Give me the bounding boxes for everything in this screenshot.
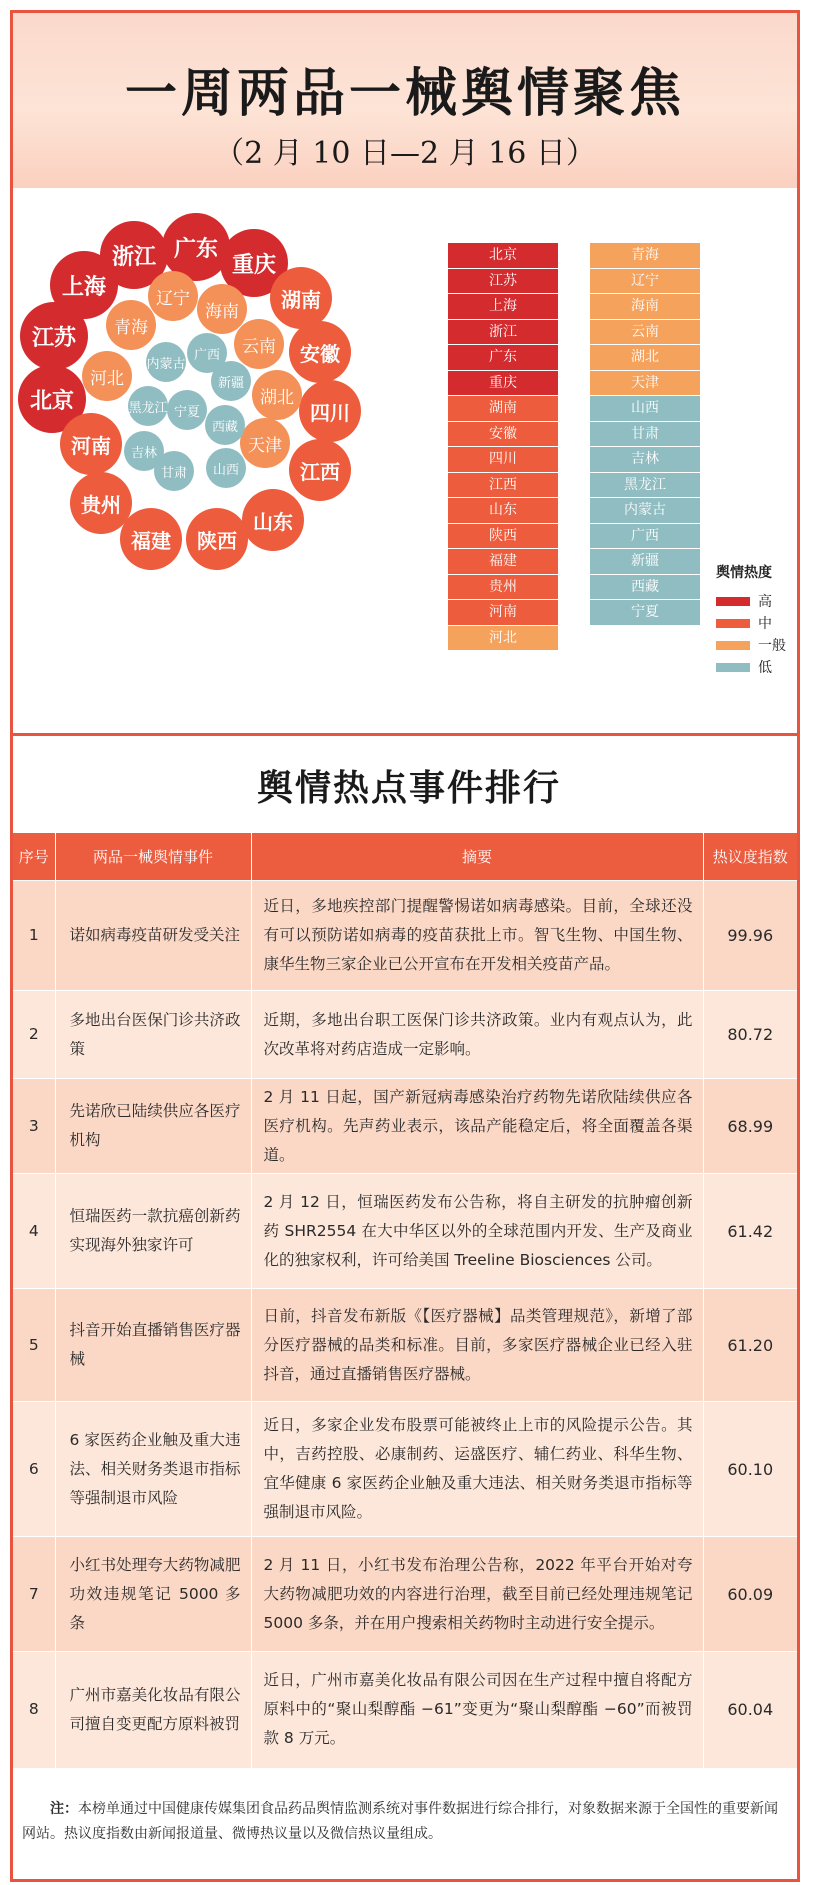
ranking-cell: 天津 (590, 371, 700, 397)
table-header-row (13, 833, 797, 881)
bubble-medium: 江西 (289, 439, 351, 501)
bubble-high: 浙江 (100, 221, 168, 289)
bubble-medium: 安徽 (289, 321, 351, 383)
bubble-high: 广东 (162, 213, 230, 281)
legend-swatch-medium (716, 619, 750, 628)
row-event: 6 家医药企业触及重大违法、相关财务类退市指标等强制退市风险 (55, 1402, 251, 1537)
ranking-cell: 安徽 (448, 422, 558, 448)
ranking-cell: 辽宁 (590, 269, 700, 295)
row-index: 60.04 (703, 1652, 797, 1768)
bubble-general: 湖北 (252, 370, 302, 420)
ranking-cell: 甘肃 (590, 422, 700, 448)
row-event: 诺如病毒疫苗研发受关注 (55, 881, 251, 991)
bubble-low: 广西 (187, 333, 227, 373)
row-summary: 日前，抖音发布新版《【医疗器械】品类管理规范》，新增了部分医疗器械的品类和标准。目前，多家医疗器械企业已经入驻抖音，通过直播销售医疗器械。 (251, 1289, 703, 1402)
footnote-label: 注： (50, 1801, 78, 1817)
bubble-medium: 四川 (299, 380, 361, 442)
bubble-low: 山西 (206, 448, 246, 488)
legend-item (716, 634, 786, 656)
bubble-low: 宁夏 (167, 390, 207, 430)
row-no: 1 (13, 881, 55, 991)
ranking-cell: 湖北 (590, 345, 700, 371)
ranking-cell: 上海 (448, 294, 558, 320)
bubble-medium: 贵州 (70, 472, 132, 534)
bubble-general: 云南 (234, 319, 284, 369)
row-summary: 2 月 12 日，恒瑞医药发布公告称，将自主研发的抗肿瘤创新药 SHR2554 在大中华区以外的全球范围内开发、生产及商业化的独家权利，许可给美国 Treeline Biosciences 公司。 (251, 1174, 703, 1289)
bubble-low: 甘肃 (154, 451, 194, 491)
ranking-cell: 内蒙古 (590, 498, 700, 524)
bubble-general: 海南 (197, 284, 247, 334)
row-index: 61.42 (703, 1174, 797, 1289)
legend-title: 舆情热度 (716, 565, 772, 581)
ranking-cell: 山西 (590, 396, 700, 422)
ranking-cell: 海南 (590, 294, 700, 320)
table-row (13, 1402, 797, 1537)
bubble-low: 西藏 (205, 405, 245, 445)
bubble-low: 吉林 (124, 431, 164, 471)
row-no: 7 (13, 1537, 55, 1652)
ranking-list-left (448, 243, 558, 651)
bubble-low: 黑龙江 (128, 386, 168, 426)
ranking-cell: 江西 (448, 473, 558, 499)
section-divider (13, 733, 797, 736)
ranking-cell: 河北 (448, 626, 558, 652)
ranking-cell: 广西 (590, 524, 700, 550)
ranking-cell: 四川 (448, 447, 558, 473)
bubble-medium: 福建 (120, 508, 182, 570)
row-event: 先诺欣已陆续供应各医疗机构 (55, 1079, 251, 1174)
header-summary: 摘要 (251, 833, 703, 881)
row-no: 2 (13, 991, 55, 1079)
row-event: 恒瑞医药一款抗癌创新药实现海外独家许可 (55, 1174, 251, 1289)
ranking-cell: 新疆 (590, 549, 700, 575)
section-title: 舆情热点事件排行 (256, 767, 561, 809)
row-index: 61.20 (703, 1289, 797, 1402)
header-no: 序号 (13, 833, 55, 881)
ranking-cell: 云南 (590, 320, 700, 346)
page-title: 一周两品一械舆情聚焦 (124, 63, 685, 124)
row-index: 60.09 (703, 1537, 797, 1652)
row-summary: 近日，多地疾控部门提醒警惕诺如病毒感染。目前，全球还没有可以预防诺如病毒的疫苗获批上市。智飞生物、中国生物、康华生物三家企业已公开宣布在开发相关疫苗产品。 (251, 881, 703, 991)
heat-legend (716, 562, 786, 678)
row-no: 6 (13, 1402, 55, 1537)
row-summary: 2 月 11 日，小红书发布治理公告称，2022 年平台开始对夸大药物减肥功效的内容进行治理，截至目前已经处理违规笔记 5000 多条，并在用户搜索相关药物时主动进行安全提示。 (251, 1537, 703, 1652)
bubble-general: 天津 (240, 418, 290, 468)
bubble-low: 新疆 (211, 361, 251, 401)
ranking-cell: 黑龙江 (590, 473, 700, 499)
hot-events-table (13, 833, 797, 1768)
ranking-cell: 青海 (590, 243, 700, 269)
bubble-high: 上海 (50, 251, 118, 319)
table-row (13, 1652, 797, 1768)
table-row (13, 1079, 797, 1174)
row-no: 5 (13, 1289, 55, 1402)
table-row (13, 1289, 797, 1402)
table-row (13, 1174, 797, 1289)
table-row (13, 991, 797, 1079)
legend-swatch-high (716, 597, 750, 606)
ranking-cell: 吉林 (590, 447, 700, 473)
footnote-text: 本榜单通过中国健康传媒集团食品药品舆情监测系统对事件数据进行综合排行，对象数据来源于全国性的重要新闻网站。热议度指数由新闻报道量、微博热议量以及微信热议量组成。 (22, 1801, 778, 1842)
ranking-cell: 浙江 (448, 320, 558, 346)
row-index: 99.96 (703, 881, 797, 991)
ranking-cell: 广东 (448, 345, 558, 371)
ranking-cell: 福建 (448, 549, 558, 575)
legend-item (716, 590, 786, 612)
row-summary: 近日，广州市嘉美化妆品有限公司因在生产过程中擅自将配方原料中的“聚山梨醇酯 −61”变更为“聚山梨醇酯 −60”而被罚款 8 万元。 (251, 1652, 703, 1768)
row-event: 抖音开始直播销售医疗器械 (55, 1289, 251, 1402)
bubble-general: 辽宁 (148, 271, 198, 321)
bubble-high: 北京 (18, 365, 86, 433)
ranking-cell: 湖南 (448, 396, 558, 422)
row-index: 68.99 (703, 1079, 797, 1174)
legend-label: 一般 (758, 638, 786, 654)
legend-item (716, 612, 786, 634)
bubble-general: 河北 (82, 351, 132, 401)
header-index: 热议度指数 (703, 833, 797, 881)
ranking-cell: 重庆 (448, 371, 558, 397)
row-event: 多地出台医保门诊共济政策 (55, 991, 251, 1079)
row-index: 60.10 (703, 1402, 797, 1537)
table-row (13, 881, 797, 991)
ranking-cell: 河南 (448, 600, 558, 626)
bubble-high: 江苏 (20, 302, 88, 370)
row-summary: 2 月 11 日起，国产新冠病毒感染治疗药物先诺欣陆续供应各医疗机构。先声药业表示，该品产能稳定后，将全面覆盖各渠道。 (251, 1079, 703, 1174)
legend-label: 低 (758, 660, 772, 676)
ranking-cell: 宁夏 (590, 600, 700, 626)
row-summary: 近日，多家企业发布股票可能被终止上市的风险提示公告。其中，吉药控股、必康制药、运盛医疗、辅仁药业、科华生物、宜华健康 6 家医药企业触及重大违法、相关财务类退市指标等强制退市风险。 (251, 1402, 703, 1537)
bubble-medium: 湖南 (270, 267, 332, 329)
ranking-cell: 西藏 (590, 575, 700, 601)
ranking-cell: 贵州 (448, 575, 558, 601)
ranking-list-right (590, 243, 700, 626)
legend-swatch-low (716, 663, 750, 672)
row-no: 4 (13, 1174, 55, 1289)
legend-label: 中 (758, 616, 772, 632)
date-range: （2 月 10 日—2 月 16 日） (214, 136, 596, 171)
bubble-medium: 河南 (60, 413, 122, 475)
row-event: 小红书处理夸大药物减肥功效违规笔记 5000 多条 (55, 1537, 251, 1652)
legend-item (716, 656, 786, 678)
footnote (22, 1797, 788, 1847)
legend-swatch-general (716, 641, 750, 650)
header-event: 两品一械舆情事件 (55, 833, 251, 881)
ranking-cell: 江苏 (448, 269, 558, 295)
ranking-cell: 北京 (448, 243, 558, 269)
row-index: 80.72 (703, 991, 797, 1079)
bubble-high: 重庆 (220, 229, 288, 297)
row-no: 3 (13, 1079, 55, 1174)
bubble-medium: 山东 (242, 489, 304, 551)
row-summary: 近期，多地出台职工医保门诊共济政策。业内有观点认为，此次改革将对药店造成一定影响。 (251, 991, 703, 1079)
row-event: 广州市嘉美化妆品有限公司擅自变更配方原料被罚 (55, 1652, 251, 1768)
header-banner (13, 13, 797, 188)
bubble-medium: 陕西 (186, 508, 248, 570)
bubble-low: 内蒙古 (146, 342, 186, 382)
ranking-cell: 山东 (448, 498, 558, 524)
row-no: 8 (13, 1652, 55, 1768)
table-row (13, 1537, 797, 1652)
legend-label: 高 (758, 594, 772, 610)
bubble-general: 青海 (106, 300, 156, 350)
ranking-cell: 陕西 (448, 524, 558, 550)
